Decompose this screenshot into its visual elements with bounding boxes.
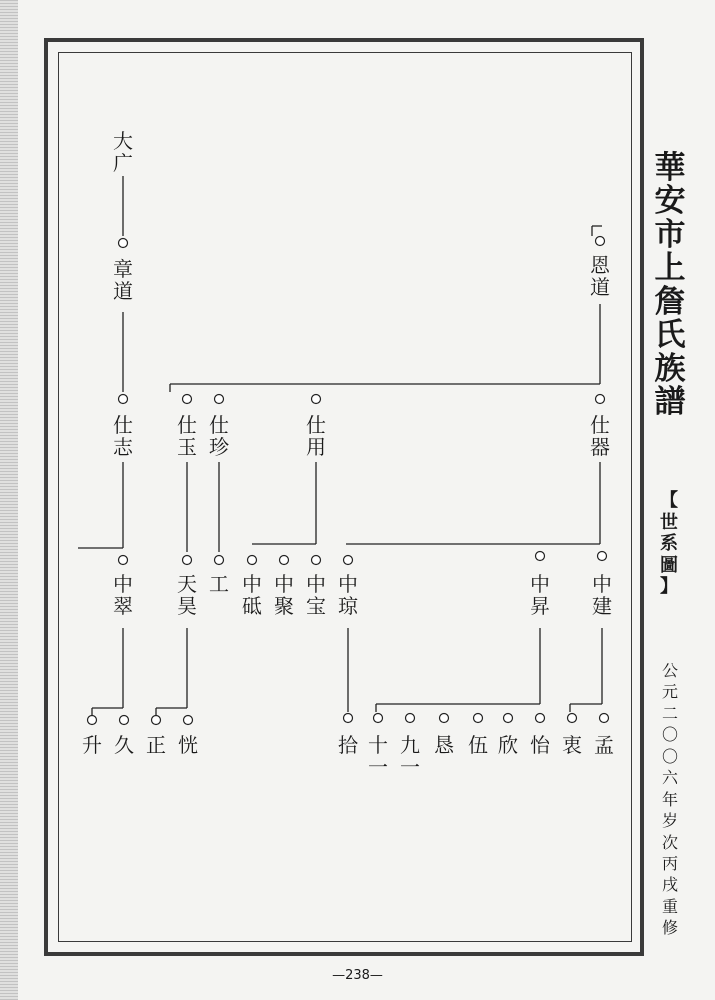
section-label: 【 世 系 圖 】 xyxy=(660,490,678,598)
member-zhongqiong: 中 琼 xyxy=(338,572,358,618)
member-huang: 恍 xyxy=(178,733,198,757)
member-meng: 孟 xyxy=(594,733,614,757)
member-zhangdao: 章 道 xyxy=(113,257,133,303)
member-shizhi: 仕 志 xyxy=(113,413,133,459)
member-zhongdi: 中 砥 xyxy=(242,572,262,618)
member-dakuang: 大 广 xyxy=(113,129,133,175)
member-shiyong: 仕 用 xyxy=(306,413,326,459)
member-gong: 工 xyxy=(209,572,229,596)
member-zhongsheng: 中 昇 xyxy=(530,572,550,618)
member-sheng: 升 xyxy=(82,733,102,757)
member-zhongcui: 中 翠 xyxy=(113,572,133,618)
member-tianhao: 天 昊 xyxy=(177,572,197,618)
member-ken: 恳 xyxy=(434,733,454,757)
book-title: 華 安 市 上 詹 氏 族 譜 xyxy=(654,150,686,421)
member-jiuyi: 九 一 xyxy=(400,733,420,779)
member-xin: 欣 xyxy=(498,733,518,757)
member-shiyu: 仕 玉 xyxy=(177,413,197,459)
revision-colophon: 公 元 二 〇 〇 六 年 岁 次 丙 戌 重 修 xyxy=(661,661,678,938)
member-shizhen: 仕 珍 xyxy=(209,413,229,459)
member-shiyi: 十 一 xyxy=(368,733,388,779)
member-zhongjian: 中 建 xyxy=(592,572,612,618)
member-zhong: 衷 xyxy=(562,733,582,757)
member-yi: 怡 xyxy=(530,733,550,757)
member-shiqi: 仕 器 xyxy=(590,413,610,459)
member-shi: 拾 xyxy=(338,733,358,757)
member-endao: 恩 道 xyxy=(590,253,610,299)
member-wu: 伍 xyxy=(468,733,488,757)
page-number: —238— xyxy=(332,968,383,983)
member-zhongju: 中 聚 xyxy=(274,572,294,618)
member-jiu: 久 xyxy=(114,733,134,757)
member-zheng: 正 xyxy=(146,733,166,757)
member-zhongbao: 中 宝 xyxy=(306,572,326,618)
